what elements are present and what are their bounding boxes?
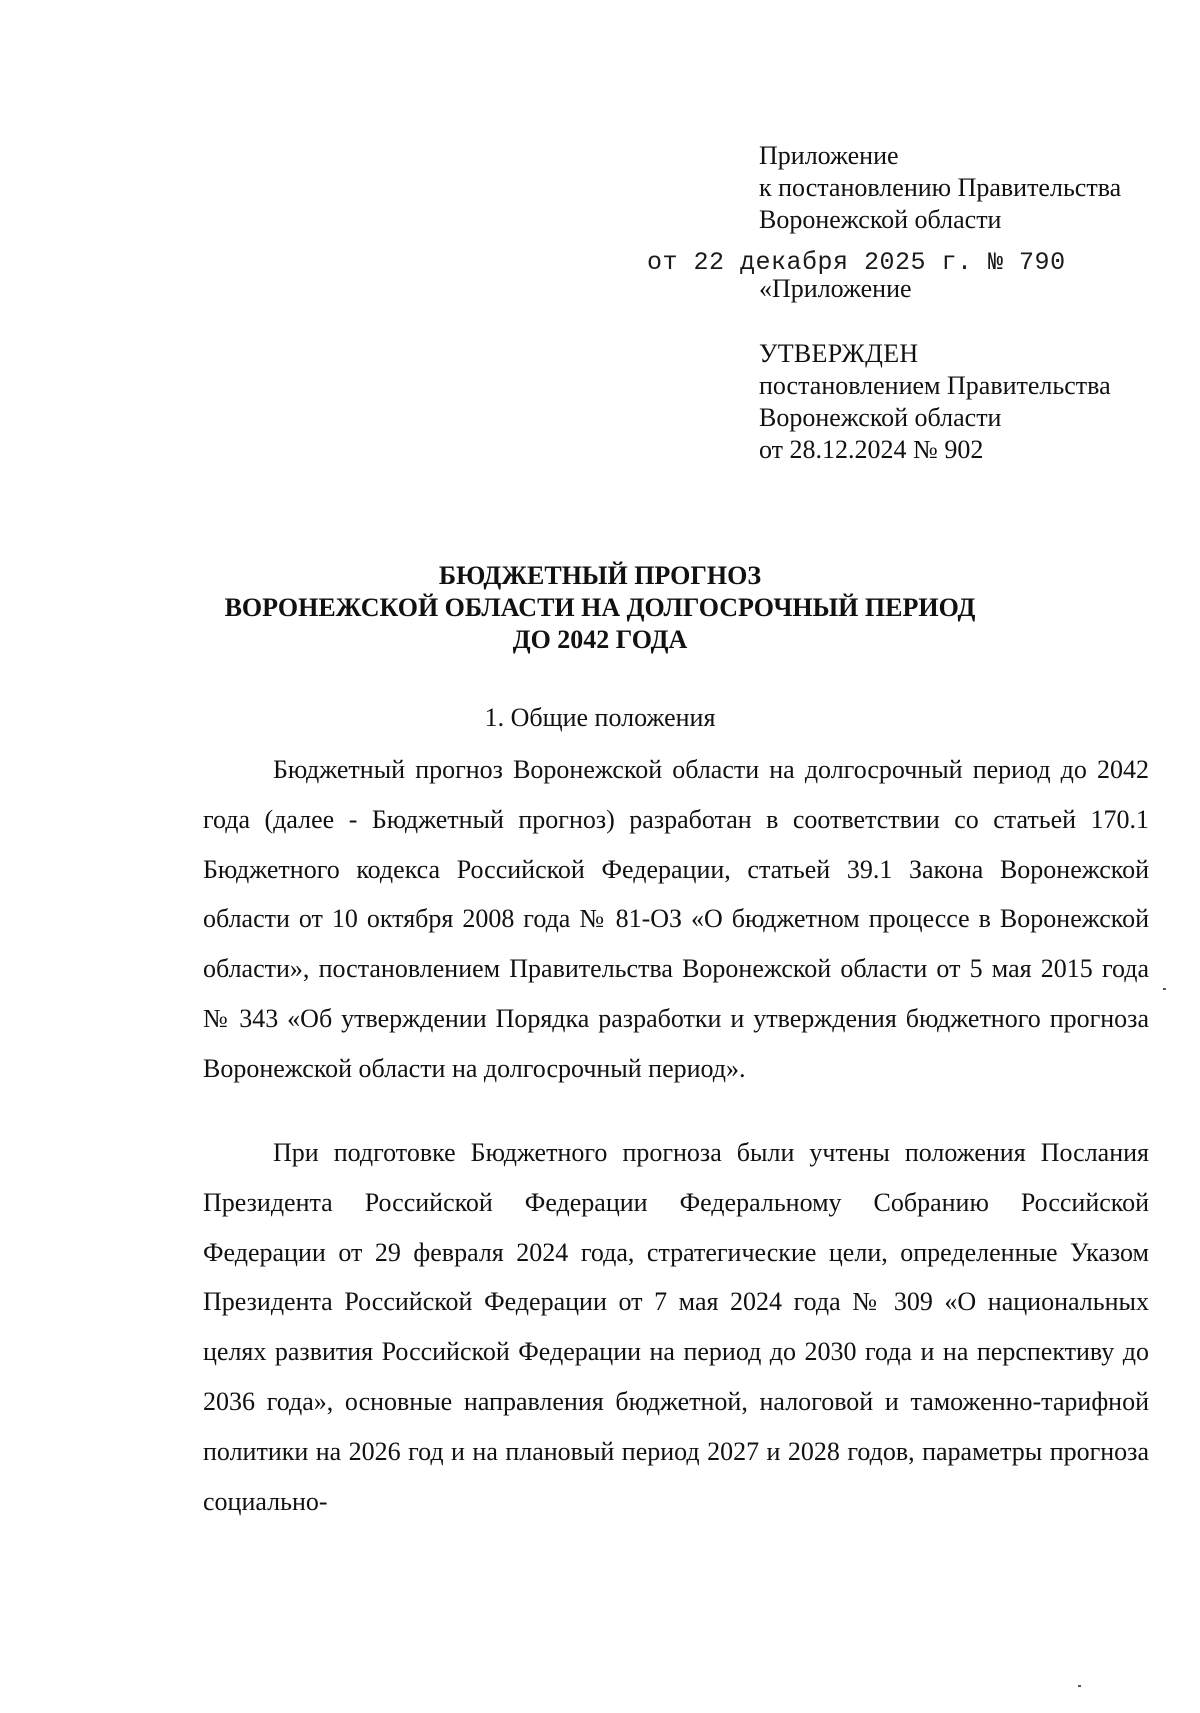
document-title [0,560,1200,656]
attachment-label: Приложение [759,141,899,170]
scan-speck [1163,988,1166,990]
registration-stamp: от 22 декабря 2025 г. № 790 [647,248,1066,277]
quoted-attachment-label: «Приложение [759,274,912,303]
body-paragraph-1: Бюджетный прогноз Воронежской области на долгосрочный период до 2042 года (далее - Бюджетный прогноз) разработан в соответствии со статьей 170.1 Бюджетного кодекса Российской Федерации, статьей 39.1 Закона Воронежской области от 10 октября 2008 года № 81-ОЗ «О бюджетном процессе в Воронежской области», постановлением Правительства Воронежской области от 5 мая 2015 года № 343 «Об утверждении Порядка разработки и утверждения бюджетного прогноза Воронежской области на долгосрочный период». [203,755,1149,1083]
approval-block [759,338,1111,466]
section-heading: 1. Общие положения [484,703,716,732]
title-line-2: ВОРОНЕЖСКОЙ ОБЛАСТИ НА ДОЛГОСРОЧНЫЙ ПЕРИОД [224,593,976,622]
title-line-1: БЮДЖЕТНЫЙ ПРОГНОЗ [438,561,762,590]
attachment-resolution-ref: к постановлению Правительства [759,173,1122,202]
attachment-region: Воронежской области [759,205,1002,234]
attachment-block [759,140,1121,236]
scan-speck [1078,1685,1081,1687]
approval-label: УТВЕРЖДЕН [759,339,919,368]
approval-date-number: от 28.12.2024 № 902 [759,435,984,464]
title-line-3: ДО 2042 ГОДА [512,625,688,654]
approval-resolution: постановлением Правительства [759,371,1111,400]
body-paragraph-2: При подготовке Бюджетного прогноза были учтены положения Послания Президента Российской Федерации Федеральному Собранию Российской Федерации от 29 февраля 2024 года, стратегические цели, определенные Указом Президента Российской Федерации от 7 мая 2024 года № 309 «О национальных целях развития Российской Федерации на период до 2030 года и на перспективу до 2036 года», основные направления бюджетной, налоговой и таможенно-тарифной политики на 2026 год и на плановый период 2027 и 2028 годов, параметры прогноза социально- [203,1138,1149,1516]
approval-region: Воронежской области [759,403,1002,432]
